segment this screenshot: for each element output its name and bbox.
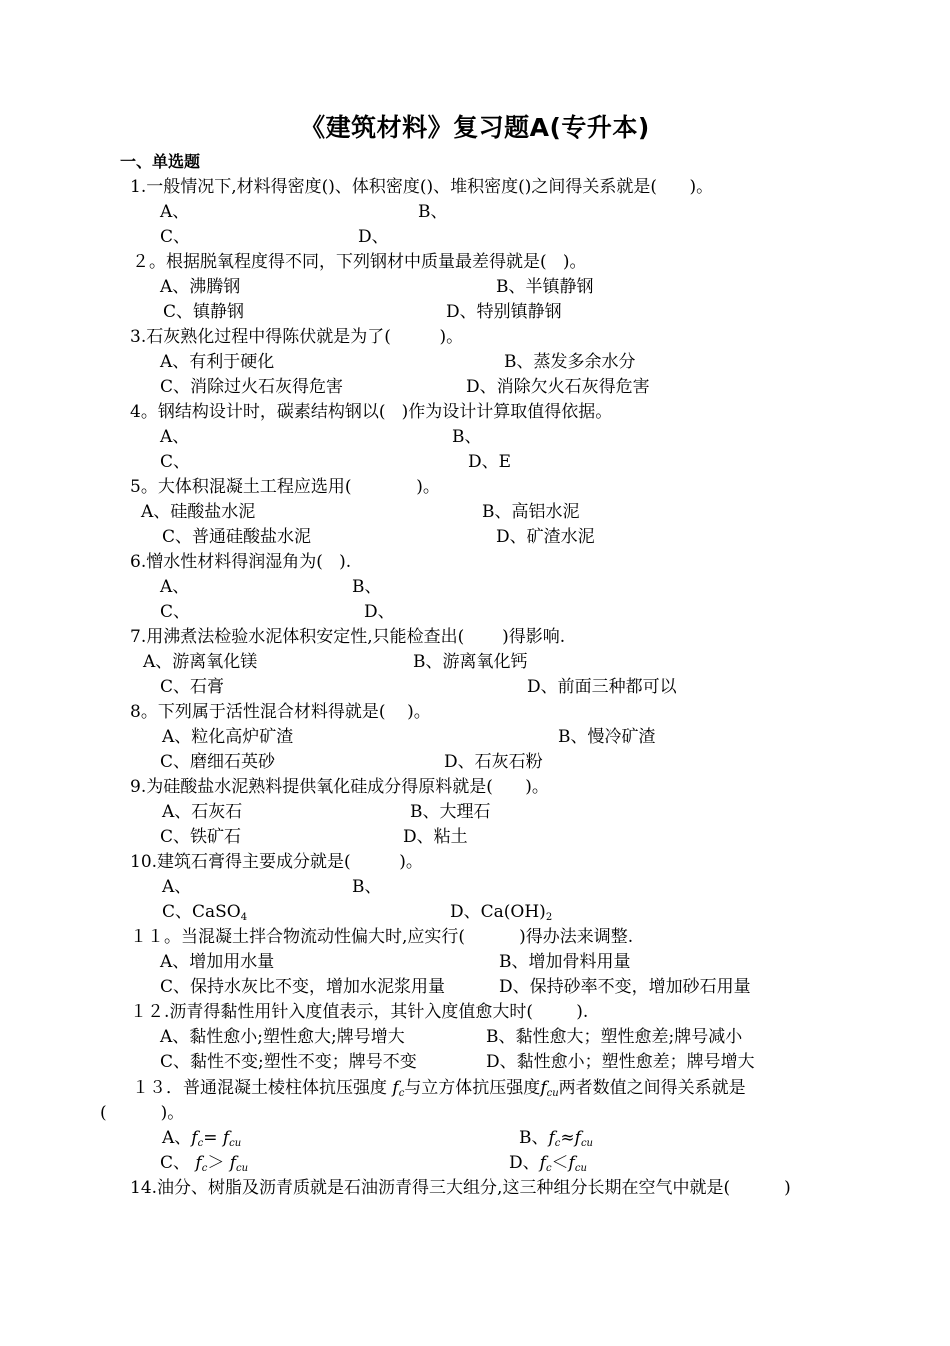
- question-3-option-a: A、有利于硬化: [160, 352, 275, 372]
- question-12-stem: １２.沥青得黏性用针入度值表示，其针入度值愈大时( ).: [130, 1002, 589, 1022]
- question-11-option-b: B、增加骨料用量: [499, 952, 631, 972]
- question-10-option-d-text: D、Ca(OH): [450, 902, 546, 922]
- question-13-stem-part: １３．普通混凝土棱柱体抗压强度: [132, 1078, 393, 1098]
- question-6-option-c: C、: [160, 602, 191, 622]
- relation-symbol: =: [203, 1128, 223, 1148]
- question-1-option-c: C、: [160, 227, 191, 247]
- question-13-stem: [132, 1077, 746, 1105]
- symbol-f: f: [392, 1078, 399, 1098]
- question-7-option-c: C、石膏: [160, 677, 225, 697]
- question-8-stem: 8。下列属于活性混合材料得就是( )。: [130, 702, 431, 722]
- question-2-option-c: C、镇静钢: [163, 302, 245, 322]
- question-1-option-b: B、: [418, 202, 448, 222]
- question-6-option-a: A、: [160, 577, 190, 597]
- question-11-option-d: D、保持砂率不变，增加砂石用量: [499, 977, 751, 997]
- question-13-option-a: [162, 1127, 241, 1155]
- question-4-option-c: C、: [160, 452, 191, 472]
- question-4-option-b: B、: [452, 427, 482, 447]
- subscript-c: c: [201, 1163, 208, 1174]
- symbol-f: f: [568, 1153, 575, 1173]
- subscript-c: c: [554, 1138, 561, 1149]
- subscript-cu: cu: [546, 1088, 559, 1099]
- question-1-option-d: D、: [358, 227, 389, 247]
- relation-symbol: ＞: [207, 1153, 230, 1173]
- option-prefix: D、: [509, 1153, 540, 1173]
- question-7-option-d: D、前面三种都可以: [527, 677, 677, 697]
- symbol-f: f: [222, 1128, 230, 1148]
- subscript-cu: cu: [580, 1138, 593, 1149]
- question-10-option-b: B、: [352, 877, 382, 897]
- question-10-option-a: A、: [162, 877, 192, 897]
- symbol-f: f: [539, 1153, 546, 1173]
- question-5-option-d: D、矿渣水泥: [496, 527, 595, 547]
- question-11-option-c: C、保持水灰比不变，增加水泥浆用量: [160, 977, 446, 997]
- question-6-option-b: B、: [352, 577, 382, 597]
- relation-symbol: ≈: [560, 1128, 575, 1148]
- question-11-option-a: A、增加用水量: [160, 952, 275, 972]
- question-1-stem: 1.一般情况下,材料得密度()、体积密度()、堆积密度()之间得关系就是( )。: [130, 177, 714, 197]
- question-3-stem: 3.石灰熟化过程中得陈伏就是为了( )。: [130, 327, 464, 347]
- symbol-f: f: [191, 1128, 198, 1148]
- question-6-stem: 6.憎水性材料得润湿角为( ).: [130, 552, 352, 572]
- question-10-option-d: [450, 901, 552, 929]
- symbol-f: f: [195, 1153, 202, 1173]
- question-8-option-d: D、石灰石粉: [444, 752, 543, 772]
- option-prefix: B、: [519, 1128, 549, 1148]
- subscript-c: c: [545, 1163, 552, 1174]
- symbol-f: f: [229, 1153, 237, 1173]
- question-14-stem: 14.油分、树脂及沥青质就是石油沥青得三大组分,这三种组分长期在空气中就是( ): [130, 1178, 791, 1198]
- subscript-4: 4: [240, 912, 248, 923]
- question-2-stem: ２。根据脱氧程度得不同，下列钢材中质量最差得就是( )。: [132, 252, 587, 272]
- question-10-option-c-text: C、CaSO: [162, 902, 241, 922]
- document-title: 《建筑材料》复习题A(专升本): [300, 113, 650, 142]
- relation-symbol: ＜: [551, 1153, 569, 1173]
- question-9-option-b: B、大理石: [410, 802, 491, 822]
- question-1-option-a: A、: [160, 202, 190, 222]
- question-8-option-a: A、粒化高炉矿渣: [162, 727, 294, 747]
- question-13-continuation: ( )。: [100, 1103, 185, 1123]
- question-3-option-c: C、消除过火石灰得危害: [160, 377, 344, 397]
- question-9-option-c: C、铁矿石: [160, 827, 242, 847]
- question-12-option-b: B、黏性愈大；塑性愈差;牌号减小: [486, 1027, 743, 1047]
- question-7-option-b: B、游离氧化钙: [413, 652, 528, 672]
- question-2-option-b: B、半镇静钢: [496, 277, 594, 297]
- question-10-stem: 10.建筑石膏得主要成分就是( )。: [130, 852, 423, 872]
- subscript-c: c: [197, 1138, 204, 1149]
- question-13-option-c: [160, 1152, 248, 1180]
- symbol-f: f: [540, 1078, 547, 1098]
- question-2-option-d: D、特别镇静钢: [446, 302, 562, 322]
- question-10-option-c: [162, 901, 247, 929]
- question-12-option-d: D、黏性愈小；塑性愈差；牌号增大: [486, 1052, 755, 1072]
- section-heading: 一、单选题: [120, 152, 201, 171]
- question-13-stem-part: 两者数值之间得关系就是: [558, 1078, 746, 1098]
- subscript-cu: cu: [236, 1163, 249, 1174]
- question-3-option-d: D、消除欠火石灰得危害: [466, 377, 650, 397]
- question-12-option-c: C、黏性不变;塑性不变；牌号不变: [160, 1052, 417, 1072]
- option-prefix: A、: [162, 1128, 192, 1148]
- question-9-stem: 9.为硅酸盐水泥熟料提供氧化硅成分得原料就是( )。: [130, 777, 549, 797]
- question-8-option-b: B、慢冷矿渣: [558, 727, 656, 747]
- question-8-option-c: C、磨细石英砂: [160, 752, 276, 772]
- question-7-stem: 7.用沸煮法检验水泥体积安定性,只能检查出( )得影响.: [130, 627, 566, 647]
- subscript-2: 2: [545, 912, 553, 923]
- option-prefix: C、: [160, 1153, 196, 1173]
- question-11-stem: １１。当混凝土拌合物流动性偏大时,应实行( )得办法来调整.: [130, 927, 634, 947]
- question-5-option-b: B、高铝水泥: [482, 502, 580, 522]
- subscript-cu: cu: [574, 1163, 587, 1174]
- question-5-option-c: C、普通硅酸盐水泥: [162, 527, 312, 547]
- question-13-option-d: [509, 1152, 587, 1180]
- symbol-f: f: [574, 1128, 581, 1148]
- question-4-stem: 4。钢结构设计时，碳素结构钢以( )作为设计计算取值得依据。: [130, 402, 613, 422]
- question-7-option-a: A、游离氧化镁: [143, 652, 258, 672]
- question-3-option-b: B、蒸发多余水分: [504, 352, 636, 372]
- question-5-option-a: A、硅酸盐水泥: [141, 502, 256, 522]
- question-13-stem-part: 与立方体抗压强度: [404, 1078, 541, 1098]
- question-6-option-d: D、: [364, 602, 395, 622]
- subscript-c: c: [398, 1088, 405, 1099]
- question-5-stem: 5。大体积混凝土工程应选用( )。: [130, 477, 440, 497]
- subscript-cu: cu: [229, 1138, 242, 1149]
- question-2-option-a: A、沸腾钢: [160, 277, 241, 297]
- question-4-option-d: D、E: [468, 452, 512, 472]
- question-9-option-a: A、石灰石: [162, 802, 243, 822]
- question-9-option-d: D、粘土: [403, 827, 468, 847]
- symbol-f: f: [548, 1128, 555, 1148]
- question-12-option-a: A、黏性愈小;塑性愈大;牌号增大: [160, 1027, 405, 1047]
- question-4-option-a: A、: [160, 427, 190, 447]
- question-13-option-b: [519, 1127, 593, 1155]
